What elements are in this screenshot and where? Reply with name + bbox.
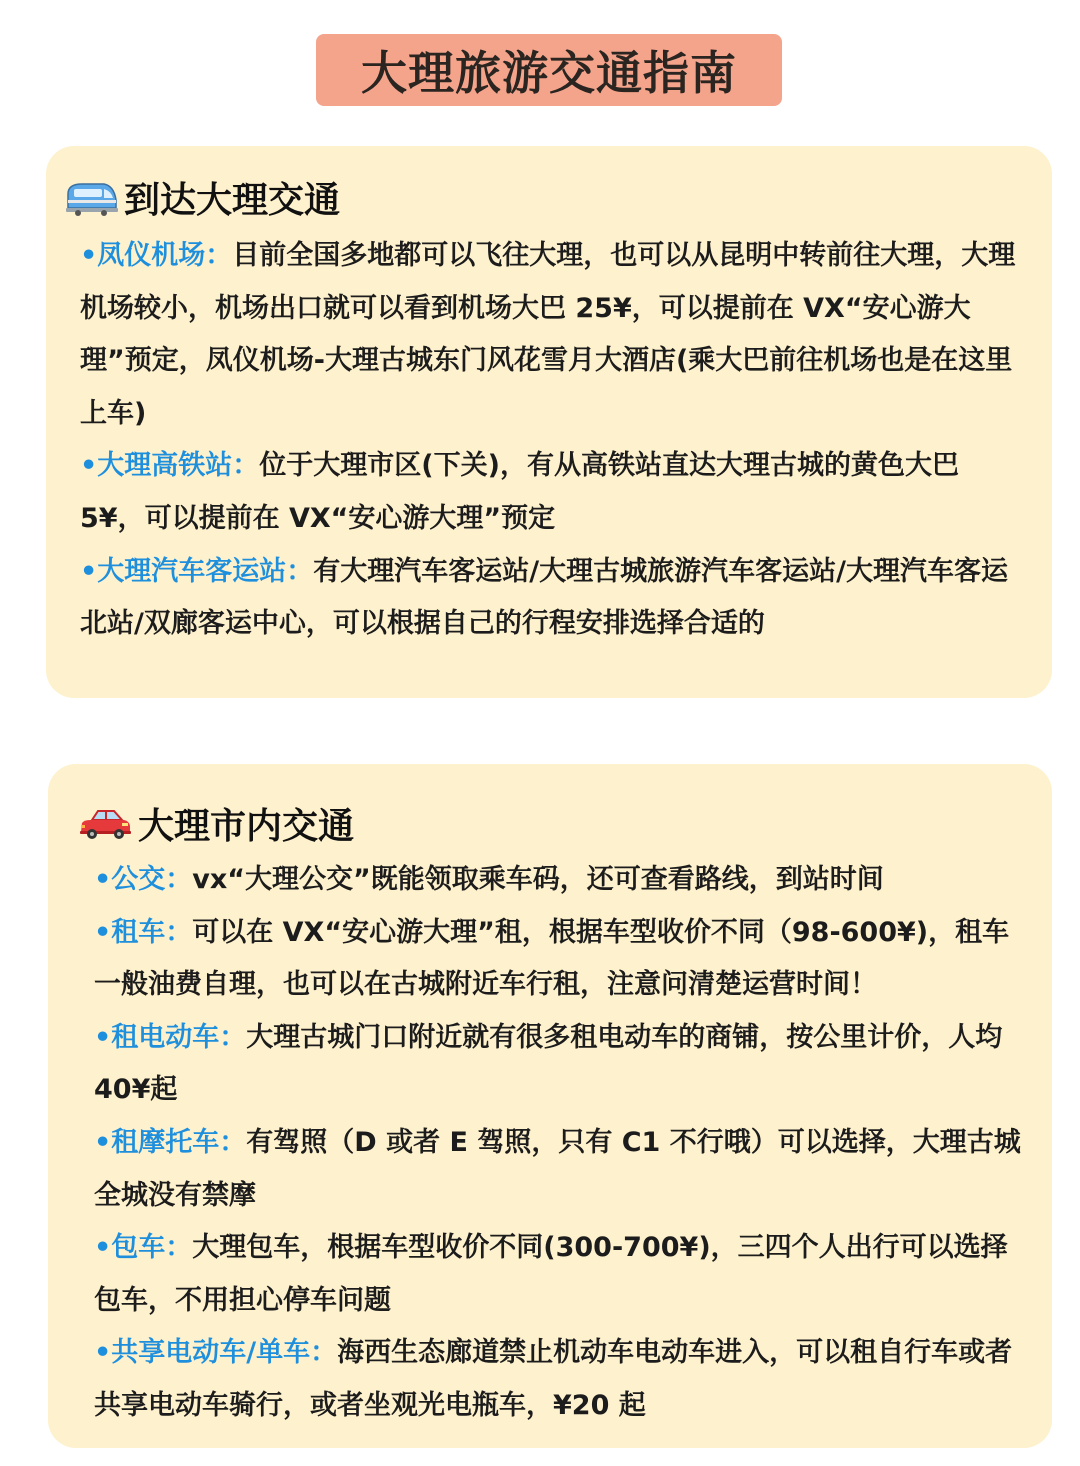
item-text: vx“大理公交”既能领取乘车码，还可查看路线，到站时间 <box>192 864 884 895</box>
item-key: •凤仪机场： <box>80 240 233 271</box>
local-transport-card <box>48 764 1052 1448</box>
item-text: 大理古城门口附近就有很多租电动车的商铺，按公里计价，人均 40¥起 <box>94 1021 1003 1106</box>
list-item <box>80 440 1030 545</box>
item-key: •大理汽车客运站： <box>80 555 314 587</box>
list-item <box>94 1222 1034 1327</box>
item-key: •租车： <box>94 916 193 948</box>
item-key: •公交： <box>94 864 193 895</box>
item-text: 目前全国多地都可以飞往大理，也可以从昆明中转前往大理，大理机场较小，机场出口就可以看到机场大巴 25¥，可以提前在 VX“安心游大理”预定，凤仪机场-大理古城东门风花雪月大酒店(乘大巴前往机场也是在这里上车) <box>80 240 1016 429</box>
item-text: 大理包车，根据车型收价不同(300-700¥)，三四个人出行可以选择包车，不用担心停车问题 <box>94 1232 1008 1316</box>
list-item <box>94 907 1034 1012</box>
list-item <box>80 230 1030 440</box>
item-key: •租电动车： <box>94 1021 247 1053</box>
item-key: •租摩托车： <box>94 1126 247 1158</box>
section-body <box>94 854 1034 1433</box>
item-key: •共享电动车/单车： <box>94 1337 338 1369</box>
section-body <box>80 230 1030 651</box>
page-title: 大理旅游交通指南 <box>361 46 737 100</box>
page-title-banner <box>316 34 782 106</box>
car-icon <box>78 806 132 842</box>
arrival-transport-card <box>46 146 1052 698</box>
item-text: 有大理汽车客运站/大理古城旅游汽车客运站/大理汽车客运北站/双廊客运中心，可以根据自己的行程安排选择合适的 <box>80 555 1008 640</box>
item-text: 位于大理市区(下关)，有从高铁站直达大理古城的黄色大巴 5¥，可以提前在 VX“安心游大理”预定 <box>80 450 959 534</box>
item-text: 可以在 VX“安心游大理”租，根据车型收价不同（98-600¥)，租车一般油费自理，也可以在古城附近车行租，注意问清楚运营时间！ <box>94 916 1010 1001</box>
section-heading: 大理市内交通 <box>138 806 355 847</box>
list-item <box>94 1012 1034 1117</box>
list-item <box>80 546 1030 651</box>
section-header <box>64 172 340 223</box>
item-key: •包车： <box>94 1232 193 1264</box>
section-heading: 到达大理交通 <box>124 180 341 221</box>
list-item <box>94 854 1034 907</box>
train-icon <box>64 178 118 218</box>
item-text: 有驾照（D 或者 E 驾照，只有 C1 不行哦）可以选择，大理古城全城没有禁摩 <box>94 1126 1021 1211</box>
list-item <box>94 1117 1034 1222</box>
list-item <box>94 1327 1034 1432</box>
section-header <box>78 798 354 849</box>
item-key: •大理高铁站： <box>80 450 260 482</box>
item-text: 海西生态廊道禁止机动车电动车进入，可以租自行车或者共享电动车骑行，或者坐观光电瓶车，¥20 起 <box>94 1337 1013 1421</box>
